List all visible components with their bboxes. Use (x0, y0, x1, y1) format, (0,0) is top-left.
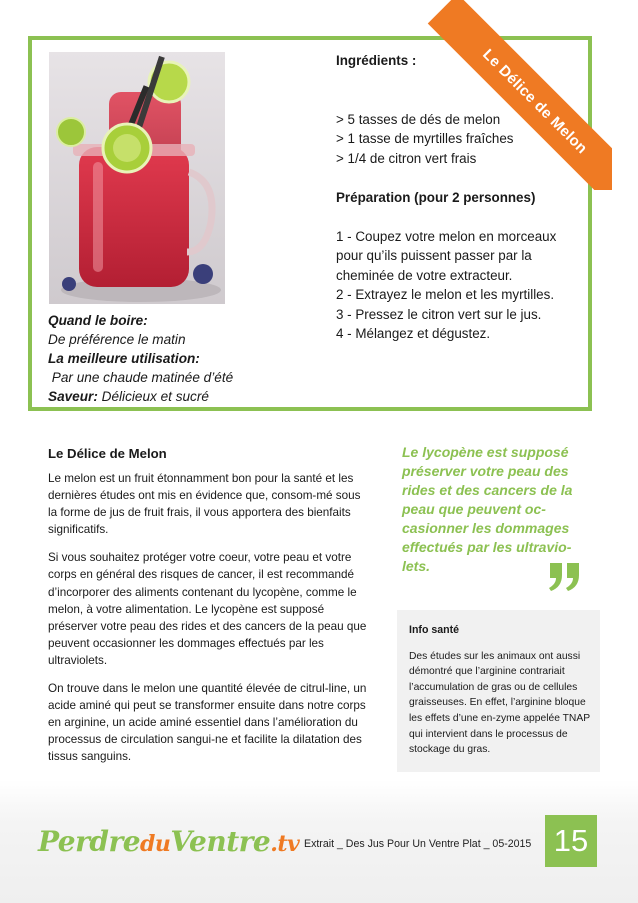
ingredients-title: Ingrédients : (336, 53, 417, 68)
taste-label: Saveur: (48, 389, 98, 404)
footer-text: Extrait _ Des Jus Pour Un Ventre Plat _ 05-2015 (304, 838, 532, 850)
recipe-section (336, 51, 586, 344)
preparation-step: cheminée de votre extracteur. (336, 267, 513, 283)
preparation-step: 4 - Mélangez et dégustez. (336, 326, 491, 341)
page-number: 15 (545, 815, 597, 867)
logo-part: Perdre (38, 825, 141, 858)
logo-part: Ventre (170, 825, 271, 858)
info-sante (409, 623, 595, 758)
when-label: Quand le boire: (48, 313, 148, 328)
logo-part: .tv (270, 831, 300, 857)
site-logo (38, 823, 299, 863)
preparation-step: pour qu’ils puissent passer par la (336, 248, 532, 263)
closing-quote-icon (547, 561, 583, 593)
article-paragraph: On trouve dans le melon une quantité élevée de citrul-line, un acide aminé qui peut se transformer ensuite dans notre corps en arginine, un acide aminé essentiel dans l’amélioration du processus de circulation sangui-ne et facilite la dilatation des tissus sanguins. (48, 682, 367, 764)
best-use-value: Par une chaude matinée d’été (51, 370, 234, 385)
preparation-step: 2 - Extrayez le melon et les myrtilles. (336, 287, 555, 302)
when-value: De préférence le matin (48, 332, 186, 347)
article-paragraph: Le melon est un fruit étonnamment bon pour la santé et les dernières études ont mis en évidence que, consom-mé sous la forme de jus de fruit frais, il vous apportera des bienfaits significatifs. (48, 472, 361, 537)
preparation-step: 3 - Pressez le citron vert sur le jus. (336, 306, 542, 322)
article (48, 445, 370, 777)
article-paragraph: Si vous souhaitez protéger votre coeur, votre peau et votre corps en général des risques de cancer, il est recommandé d’incorporer des aliments contenant du lycopène, comme le melon, à votre alimentation. Le lycopène est supposé préserver votre peau des rides et des cancers de la peau que peuvent occasionner les dommages effectués par les ultraviolets. (48, 551, 367, 667)
melon-juice-photo (49, 52, 225, 304)
taste-value: Délicieux et sucré (101, 389, 209, 404)
best-use-label: La meilleure utilisation: (48, 351, 200, 366)
info-title: Info santé (409, 624, 460, 636)
ingredient-item: > 1/4 de citron vert frais (336, 150, 477, 166)
pull-quote: Le lycopène est supposé préserver votre peau des rides et des cancers de la peau que peuvent oc-casionner les dommages effectués par les ultravio-lets. (402, 444, 573, 574)
juice-facts (48, 311, 308, 406)
ribbon-text: Le Délice de Melon (479, 45, 591, 157)
ingredient-item: > 5 tasses de dés de melon (336, 111, 501, 127)
preparation-step: 1 - Coupez votre melon en morceaux (336, 228, 557, 244)
preparation-title: Préparation (pour 2 personnes) (336, 189, 536, 205)
article-title: Le Délice de Melon (48, 446, 167, 461)
ingredient-item: > 1 tasse de myrtilles fraîches (336, 131, 514, 146)
info-text: Des études sur les animaux ont aussi démontré que l’arginine contrariait l’accumulation de gras ou de cellules graisseuses. En effet, l’arginine bloque les effets d’une en-zyme appelée TNAP qui intervient dans le processus de stockage du gras. (409, 650, 590, 756)
logo-part: du (140, 831, 171, 857)
